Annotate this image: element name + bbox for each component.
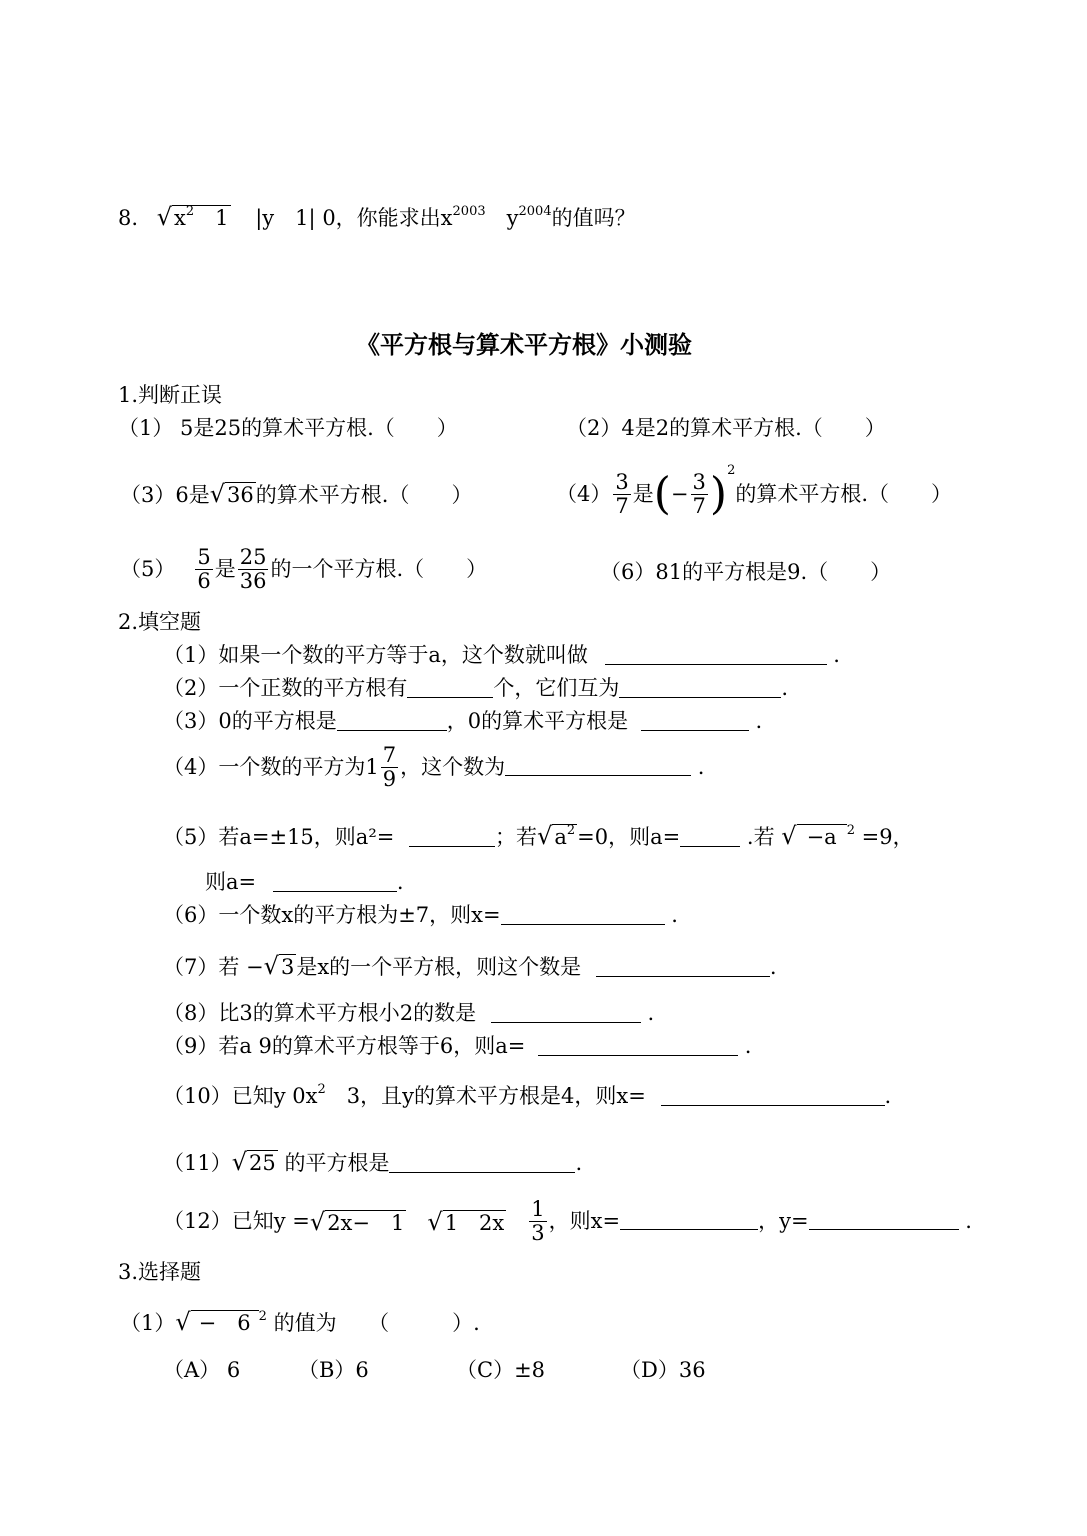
q8-number: 8. [118, 206, 139, 230]
answer-blank[interactable] [596, 958, 770, 977]
answer-blank[interactable] [641, 712, 749, 731]
answer-blank[interactable] [619, 679, 781, 698]
s1-item-1: （1） 5是25的算术平方根.（ ） [118, 416, 458, 440]
s2-item-1: （1）如果一个数的平方等于a，这个数就叫做 . [163, 643, 840, 667]
s2-item-12: （12）已知y =√2x− 1 √1 2x $\frac{1}{3}$ ，则x= ，y= . [163, 1197, 972, 1246]
s2-item-3: （3）0的平方根是 ，0的算术平方根是 . [163, 709, 763, 733]
answer-blank[interactable] [273, 873, 397, 892]
option-d: （D）36 [620, 1358, 706, 1382]
answer-blank[interactable] [407, 679, 493, 698]
option-a: （A） 6 [163, 1358, 241, 1382]
answer-blank[interactable] [389, 1154, 575, 1173]
answer-blank[interactable] [337, 712, 447, 731]
s1-item-4: （4） $\frac{3}{7}$ 是(− $\frac{3}{7}$ )$^2$的算术平方根.（ ） [556, 463, 953, 520]
s2-item-5: （5）若a=±15，则a²= ；若$√a^2=0$，则a= .若 √ −a $^2$ =9， [163, 822, 914, 850]
answer-blank[interactable] [620, 1211, 758, 1230]
option-c: （C）±8 [456, 1358, 546, 1382]
s1-item-5: （5） $\frac{5}{6}$ 是 $\frac{25}{36}$ 的一个平方根.（ ） [120, 545, 488, 594]
section-2-heading: 2.填空题 [118, 610, 202, 634]
section-3-heading: 3.选择题 [118, 1260, 202, 1284]
option-b: （B）6 [298, 1358, 369, 1382]
answer-blank[interactable] [501, 906, 665, 925]
answer-blank[interactable] [605, 646, 827, 665]
answer-blank[interactable] [538, 1037, 738, 1056]
answer-blank[interactable] [491, 1004, 641, 1023]
answer-blank[interactable] [809, 1211, 959, 1230]
s2-item-7: （7）若 −√3是x的一个平方根，则这个数是 . [163, 952, 777, 980]
answer-blank[interactable] [409, 828, 495, 847]
s2-item-6: （6）一个数x的平方根为±7，则x= . [163, 903, 678, 927]
s1-item-3: （3）6是√36的算术平方根.（ ） [120, 480, 473, 508]
s2-item-10: （10）已知y $0x^2$ 3，且y的算术平方根是4，则x= . [163, 1082, 892, 1108]
answer-blank[interactable] [680, 828, 740, 847]
question-8: 8. $√x^2$ 1 |y 1| 0，你能求出$x^{2003}$ $y^{2004}$的值吗？ [118, 203, 636, 231]
sqrt-expression: $√x^2$ 1 [156, 203, 229, 231]
s3-item-1: （1）√ − 6 $^2$ 的值为 （ ）. [120, 1308, 480, 1336]
s1-item-2: （2）4是2的算术平方根.（ ） [566, 416, 886, 440]
s2-item-11: （11）√25 的平方根是 . [163, 1148, 583, 1176]
section-1-heading: 1.判断正误 [118, 383, 223, 407]
s2-item-5-cont: 则a= . [205, 870, 404, 894]
abs-expression: |y 1| [255, 206, 316, 230]
s2-item-9: （9）若a 9的算术平方根等于6，则a= . [163, 1034, 752, 1058]
answer-blank[interactable] [505, 757, 691, 776]
page-title: 《平方根与算术平方根》小测验 [356, 331, 692, 359]
s1-item-6: （6）81的平方根是9.（ ） [600, 560, 892, 584]
s2-item-8: （8）比3的算术平方根小2的数是 . [163, 1001, 655, 1025]
answer-blank[interactable] [661, 1087, 885, 1106]
s2-item-2: （2）一个正数的平方根有 个，它们互为 . [163, 676, 789, 700]
s2-item-4: （4）一个数的平方为1 $\frac{7}{9}$ ，这个数为 . [163, 743, 705, 792]
